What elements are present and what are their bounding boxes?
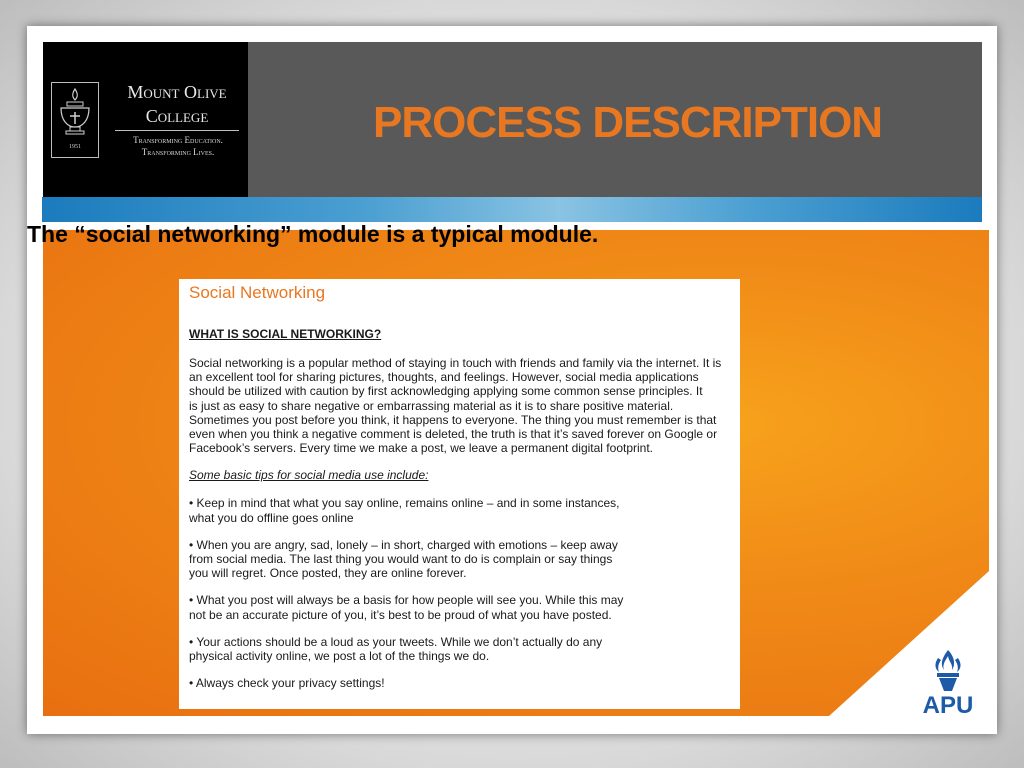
- tip-item: • When you are angry, sad, lonely – in short, charged with emotions – keep away from social media. The last thing you would want to do is complain or say things you will regret. Once posted, they are online forever.: [189, 537, 618, 581]
- blue-accent-band: [42, 197, 982, 222]
- torch-icon: [912, 648, 984, 694]
- page-title: PROCESS DESCRIPTION: [373, 98, 883, 147]
- college-tagline: Transforming Education. Transforming Lives.: [133, 135, 223, 157]
- seal-year: 1951: [69, 144, 81, 150]
- tip-item: • Always check your privacy settings!: [189, 676, 385, 691]
- apu-logo: [912, 648, 984, 718]
- document-title: Social Networking: [189, 283, 326, 302]
- college-seal-icon: [51, 82, 99, 158]
- logo-divider: [115, 130, 239, 131]
- document-intro: Social networking is a popular method of staying in touch with friends and family via the internet. It is an excellent tool for sharing pictures, thoughts, and feelings. However, social media applications should be utilized with caution by first acknowledging applying some common sense principles. It is just as easy to share negative or embarrassing material as it is to share positive material. Sometimes you post before you think, it happens to everyone. The thing you must remember is that even when you think a negative comment is deleted, the truth is that it’s saved forever on Google or Facebook’s servers. Every time we make a post, we leave a permanent digital footprint.: [189, 356, 722, 456]
- tips-heading: Some basic tips for social media use include:: [189, 468, 429, 483]
- college-logo: [43, 42, 248, 197]
- tip-item: • Keep in mind that what you say online, remains online – and in some instances, what you do offline goes online: [189, 496, 620, 525]
- document-heading: WHAT IS SOCIAL NETWORKING?: [189, 327, 382, 341]
- slide-header: [43, 42, 982, 197]
- apu-logo-text: APU: [922, 692, 974, 719]
- document-excerpt: [179, 279, 740, 709]
- tip-item: • Your actions should be a loud as your tweets. While we don’t actually do any physical activity online, we post a lot of the things we do.: [189, 634, 603, 664]
- slide-subtitle: The “social networking” module is a typical module.: [27, 221, 599, 247]
- college-name: Mount Olive College: [127, 82, 227, 126]
- tip-item: • What you post will always be a basis for how people will see you. While this may not be an accurate picture of you, it’s best to be proud of what you have posted.: [189, 593, 624, 622]
